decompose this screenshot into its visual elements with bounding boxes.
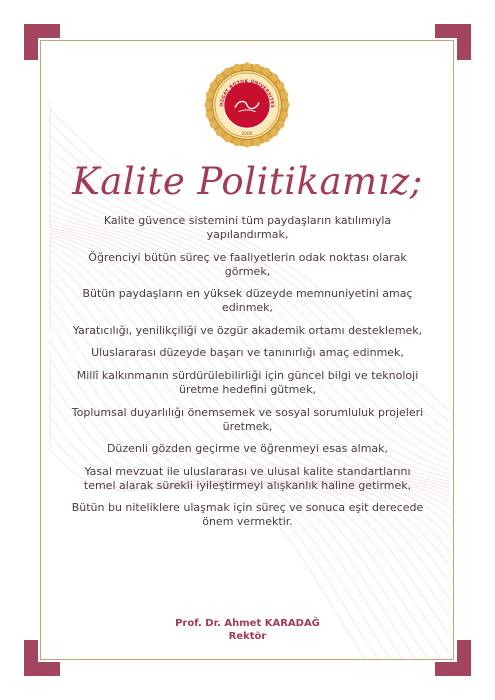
policy-item: Bütün bu niteliklere ulaşmak için süreç ve sonuca eşit derecede önem vermektir. bbox=[71, 501, 424, 529]
page-title: Kalite Politikamız; bbox=[72, 160, 423, 203]
policy-item: Yaratıcılığı, yenilikçiliği ve özgür akademik ortamı desteklemek, bbox=[72, 323, 423, 337]
policy-item: Düzenli gözden geçirme ve öğrenmeyi esas almak, bbox=[106, 442, 389, 456]
policy-item: Millî kalkınmanın sürdürülebilirliği için güncel bilgi ve teknoloji üretme hedefini gütmek, bbox=[76, 368, 419, 396]
seal-year: 2006 bbox=[241, 132, 253, 138]
corner-ornament-bottom-left bbox=[24, 640, 60, 676]
policy-item: Yasal mevzuat ile uluslararası ve ulusal kalite standartlarını temel alarak sürekli iyileştirmeyi alışkanlık haline getirmek, bbox=[83, 464, 412, 492]
university-seal-logo bbox=[204, 62, 290, 148]
corner-ornament-top-right bbox=[435, 24, 471, 60]
policy-list bbox=[70, 214, 425, 538]
policy-item: Toplumsal duyarlılığı önemsemek ve sosyal sorumluluk projeleri üretmek, bbox=[71, 405, 424, 433]
signatory-name: Prof. Dr. Ahmet KARADAĞ bbox=[175, 618, 320, 629]
seal-arc-text: OZGAT BOZOK ÜNİVERSİTES bbox=[219, 79, 275, 109]
signatory-role: Rektör bbox=[228, 631, 267, 642]
signature-block bbox=[0, 617, 495, 643]
corner-ornament-top-left bbox=[24, 24, 60, 60]
policy-item: Uluslararası düzeyde başarı ve tanınırlığı amaç edinmek, bbox=[91, 346, 404, 360]
policy-item: Öğrenciyi bütün süreç ve faaliyetlerin odak noktası olarak görmek, bbox=[88, 250, 407, 278]
policy-item: Bütün paydaşların en yüksek düzeyde memnuniyetini amaç edinmek, bbox=[82, 287, 413, 315]
corner-ornament-bottom-right bbox=[435, 640, 471, 676]
policy-item: Kalite güvence sistemini tüm paydaşların katılımıyla yapılandırmak, bbox=[103, 214, 392, 241]
